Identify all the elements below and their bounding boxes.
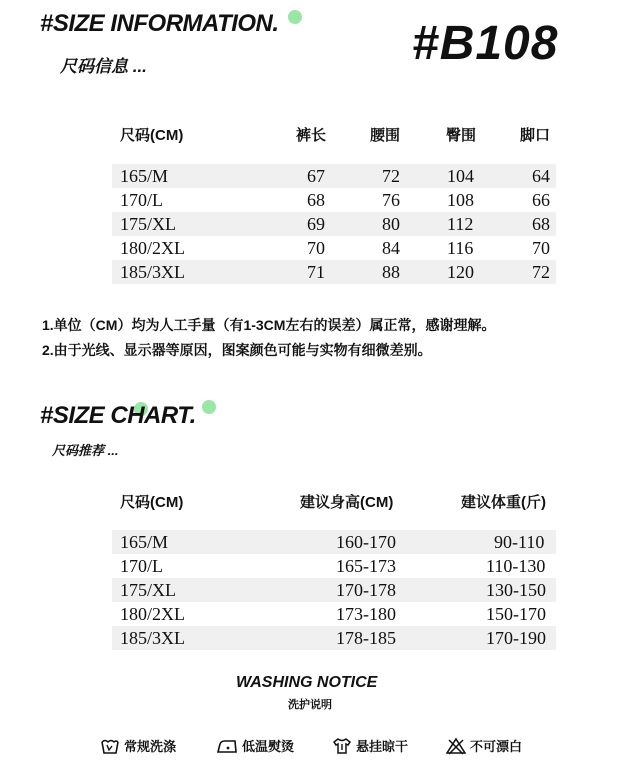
- table-row: 170/L 165-173 110-130: [120, 556, 546, 576]
- table-row: 165/M 67 72 104 64: [112, 164, 556, 188]
- header-length: 裤长: [296, 127, 327, 144]
- note-color: 2.由于光线、显示器等原因，图案颜色可能与实物有细微差别。: [42, 342, 432, 358]
- table-row: 175/XL 170-178 130-150: [112, 578, 556, 602]
- header-hem: 脚口: [520, 127, 551, 144]
- table-row: 180/2XL 70 84 116 70: [120, 238, 550, 258]
- washing-subtitle: 洗护说明: [288, 699, 332, 711]
- care-hand-wash: 常规洗涤: [100, 736, 176, 755]
- size-chart-subtitle: 尺码推荐 ...: [52, 443, 119, 458]
- table-row: 180/2XL 173-180 150-170: [120, 604, 546, 624]
- note-measurement: 1.单位（CM）均为人工手量（有1-3CM左右的误差）属正常，感谢理解。: [42, 317, 496, 333]
- header-size: 尺码(CM): [120, 494, 184, 511]
- care-no-bleach: 不可漂白: [446, 736, 522, 755]
- table-header: [0, 124, 637, 146]
- header-height: 建议身高(CM): [300, 494, 394, 511]
- size-info-subtitle: 尺码信息 ...: [60, 57, 147, 76]
- table-row: 170/L 68 76 108 66: [120, 190, 550, 210]
- size-info-title: #SIZE INFORMATION.: [40, 10, 279, 38]
- table-row: 175/XL 69 80 112 68: [112, 212, 556, 236]
- table-row: 165/M 160-170 90-110: [112, 530, 556, 554]
- care-low-iron: 低温熨烫: [216, 736, 294, 755]
- table-row: 185/3XL 178-185 170-190: [112, 626, 556, 650]
- header-weight: 建议体重(斤): [461, 494, 546, 511]
- table-row: 185/3XL 71 88 120 72: [112, 260, 556, 284]
- size-chart-title: #SIZE CHART.: [40, 402, 196, 430]
- washing-title: WASHING NOTICE: [236, 674, 378, 691]
- hand-wash-icon: [100, 737, 120, 755]
- header-size: 尺码(CM): [120, 127, 184, 144]
- hang-dry-icon: [332, 737, 352, 755]
- low-iron-icon: [216, 737, 238, 755]
- no-bleach-icon: [446, 737, 466, 755]
- header-hip: 臀围: [446, 127, 477, 144]
- accent-dot: [202, 400, 216, 414]
- product-code: #B108: [412, 17, 559, 70]
- care-hang-dry: 悬挂晾干: [332, 736, 408, 755]
- header-waist: 腰围: [370, 127, 401, 144]
- chart-header: [0, 491, 637, 513]
- accent-dot: [288, 10, 302, 24]
